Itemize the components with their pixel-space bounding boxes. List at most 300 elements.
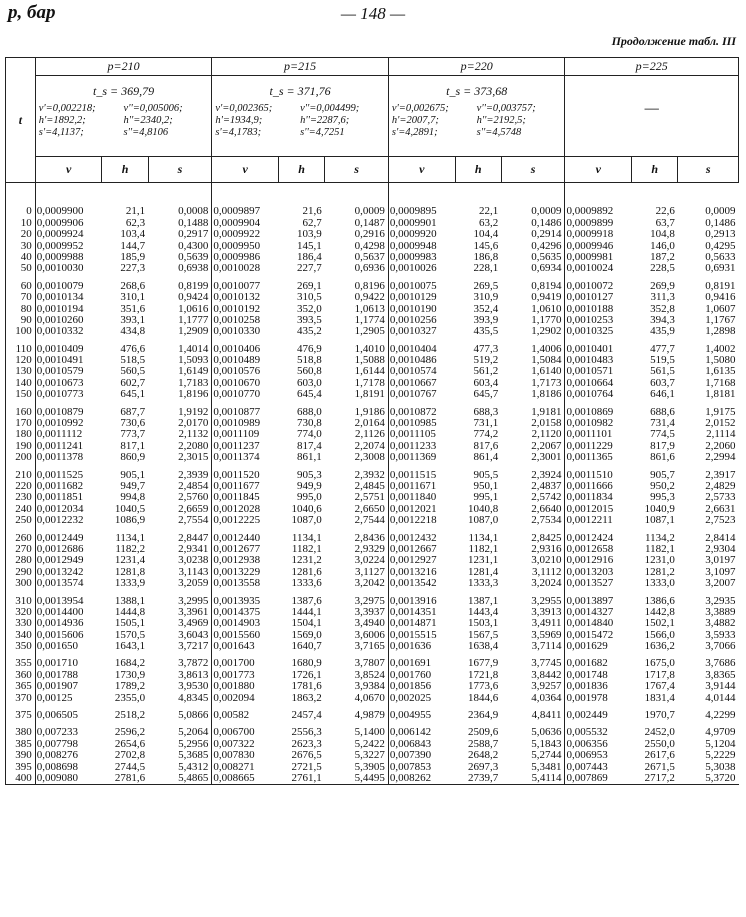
enthalpy-cell: 2355,0 [114,692,146,704]
enthalpy-cell: 817,1 [120,440,146,452]
table-row [6,452,739,463]
table-row [6,750,739,761]
specific-volume-cell: 0,0010134 [35,292,102,303]
specific-volume-cell: 0,0011515 [388,463,455,480]
col-label-v: v [35,157,102,183]
specific-volume-cell: 0,0012658 [565,544,632,555]
enthalpy-cell: 774,2 [473,429,499,441]
enthalpy-cell: 2702,8 [114,749,146,762]
specific-volume-cell: 0,0010483 [565,355,632,366]
table-row [6,366,739,377]
temperature-cell: 270 [6,544,36,555]
specific-volume-cell: 0,005532 [565,721,632,738]
entropy-cell: 2,6650 [354,503,385,515]
enthalpy-cell: 1844,6 [468,692,499,704]
entropy-cell: 1,0616 [178,303,209,315]
specific-volume-cell: 0,0009950 [212,240,279,251]
entropy-cell: 1,8186 [531,388,562,401]
enthalpy-cell: 2721,5 [291,761,322,773]
temperature-cell: 20 [6,229,36,240]
entropy-cell: 5,1400 [354,726,385,739]
entropy-cell: 1,1767 [705,314,736,326]
specific-volume-cell: 0,001643 [212,641,279,652]
sat-value: v'=0,002218; [38,103,96,114]
enthalpy-cell: 1566,0 [644,629,675,641]
enthalpy-cell: 1504,1 [291,617,322,630]
enthalpy-cell: 688,3 [473,405,499,418]
enthalpy-cell: 1134,2 [645,531,675,544]
specific-volume-cell: 0,001629 [565,641,632,652]
enthalpy-cell: 1333,9 [114,577,146,590]
entropy-cell: 3,9257 [531,680,562,693]
entropy-cell: 4,2299 [705,709,736,722]
enthalpy-cell: 1717,8 [644,669,675,681]
sat-value: h''=2287,6; [300,115,350,126]
table-row [6,315,739,326]
temperature-cell: 390 [6,750,36,761]
enthalpy-cell: 995,3 [650,491,675,504]
entropy-cell: 3,7807 [354,657,385,670]
enthalpy-cell: 994,8 [120,491,146,504]
specific-volume-cell: 0,0009924 [35,229,102,240]
entropy-cell: 2,6631 [705,503,736,515]
entropy-cell: 5,4114 [501,773,565,785]
entropy-cell: 4,8345 [178,692,209,704]
enthalpy-cell: 21,6 [302,206,322,218]
entropy-cell: 2,4854 [178,480,209,492]
specific-volume-cell: 0,0009922 [212,229,279,240]
saturation-block [212,76,389,157]
enthalpy-cell: 63,7 [655,217,675,229]
col-label-s: s [501,157,565,183]
sat-value: v'=0,002365; [215,103,273,114]
specific-volume-cell: 0,0010332 [35,326,102,337]
specific-volume-cell: 0,0010773 [35,389,102,400]
pressure-label: p=225 [565,58,739,76]
specific-volume-cell: 0,0012432 [388,526,455,543]
specific-volume-cell: 0,008271 [212,761,279,772]
saturation-block [35,76,212,157]
enthalpy-cell: 1182,1 [468,543,499,555]
enthalpy-cell: 1444,1 [291,606,322,618]
specific-volume-cell: 0,007443 [565,761,632,772]
entropy-cell: 3,6043 [178,629,209,641]
sat-value: h''=2192,5; [476,115,526,126]
specific-volume-cell: 0,0010670 [212,377,279,388]
saturation-temperature: t_s = 371,76 [269,84,331,98]
enthalpy-cell: 2623,3 [291,738,322,750]
enthalpy-cell: 1442,8 [644,606,675,618]
specific-volume-cell: 0,0011233 [388,440,455,451]
enthalpy-cell: 1680,9 [291,657,322,670]
entropy-cell: 2,7554 [178,514,209,527]
enthalpy-cell: 2654,6 [114,738,146,750]
entropy-cell: 0,9416 [705,291,736,304]
specific-volume-cell: 0,0009899 [565,217,632,228]
entropy-cell: 2,1120 [531,429,562,441]
temperature-cell: 370 [6,692,36,703]
specific-volume-cell: 0,007830 [212,750,279,761]
entropy-cell: 3,0238 [178,554,209,567]
saturation-block [388,76,565,157]
saturation-header-row [6,76,739,157]
temperature-cell: 355 [6,652,36,669]
specific-volume-cell: 0,0011840 [388,492,455,503]
enthalpy-cell: 519,5 [650,354,675,367]
specific-volume-cell: 0,0010489 [212,355,279,366]
specific-volume-cell: 0,0014936 [35,618,102,629]
specific-volume-cell: 0,0010989 [212,418,279,429]
sat-value: s'=4,2891; [391,127,438,138]
table-row [6,773,739,785]
entropy-cell: 0,6931 [705,262,736,275]
page-running-head: p, бар [8,2,56,23]
entropy-cell: 0,0009 [531,206,562,218]
temperature-cell: 220 [6,481,36,492]
specific-volume-cell: 0,0012218 [388,515,455,526]
enthalpy-cell: 1231,0 [644,554,675,567]
entropy-cell: 2,0152 [705,417,736,430]
specific-volume-cell: 0,009080 [35,773,102,785]
enthalpy-cell: 62,7 [302,217,322,229]
specific-volume-cell: 0,0013935 [212,589,279,606]
enthalpy-cell: 518,8 [296,354,322,367]
specific-volume-cell: 0,0010574 [388,366,455,377]
specific-volume-cell: 0,0010667 [388,377,455,388]
entropy-cell: 1,5084 [531,354,562,367]
specific-volume-cell: 0,007798 [35,738,102,749]
entropy-cell: 3,9530 [178,680,209,693]
entropy-cell: 1,6135 [705,366,736,378]
enthalpy-cell: 185,9 [120,251,146,263]
sat-value: h'=1892,2; [38,115,86,126]
entropy-cell: 3,3913 [531,606,562,618]
enthalpy-cell: 645,7 [473,388,499,401]
entropy-cell: 2,7534 [531,514,562,527]
enthalpy-cell: 1773,6 [468,680,499,693]
enthalpy-cell: 477,7 [650,342,675,355]
specific-volume-cell: 0,001773 [212,669,279,680]
entropy-cell: 2,1114 [706,429,736,441]
enthalpy-cell: 1087,1 [644,514,675,527]
entropy-cell: 3,2955 [531,594,562,607]
temperature-cell: 10 [6,217,36,228]
entropy-cell: 5,2744 [531,749,562,762]
pressure-header-row [6,58,739,76]
entropy-cell: 3,3889 [705,606,736,618]
enthalpy-cell: 1505,1 [114,617,146,630]
enthalpy-cell: 730,8 [296,417,322,430]
enthalpy-cell: 22,1 [479,206,499,218]
entropy-cell: 1,6144 [354,366,385,378]
entropy-cell: 0,8194 [531,279,562,292]
specific-volume-cell: 0,0010409 [35,337,102,354]
specific-volume-cell: 0,007322 [212,738,279,749]
temperature-cell: 365 [6,681,36,692]
enthalpy-cell: 602,7 [120,377,146,389]
enthalpy-cell: 730,6 [120,417,146,430]
enthalpy-cell: 2648,2 [468,749,499,762]
temperature-cell: 330 [6,618,36,629]
specific-volume-cell: 0,00582 [212,704,279,721]
entropy-cell: 1,7178 [354,377,385,389]
specific-volume-cell: 0,0009900 [35,206,102,217]
enthalpy-cell: 228,1 [473,262,499,275]
temperature-cell: 400 [6,773,36,785]
entropy-cell: 3,7114 [531,640,562,653]
specific-volume-cell: 0,006142 [388,721,455,738]
enthalpy-cell: 144,7 [120,240,146,252]
table-row [6,263,739,274]
enthalpy-cell: 774,5 [650,429,675,441]
entropy-cell: 3,3961 [178,606,209,618]
temperature-cell: 80 [6,303,36,314]
specific-volume-cell: 0,004955 [388,704,455,721]
specific-volume-cell: 0,0010325 [565,326,632,337]
table-row [6,229,739,240]
enthalpy-cell: 995,0 [296,491,322,504]
sat-value: s'=4,1137; [38,127,84,138]
specific-volume-cell: 0,0010030 [35,263,102,274]
entropy-cell: 3,1097 [705,566,736,578]
specific-volume-cell: 0,0009981 [565,252,632,263]
enthalpy-cell: 1333,0 [644,577,675,590]
entropy-cell: 1,7183 [178,377,209,389]
entropy-cell: 0,6938 [178,262,209,275]
enthalpy-cell: 773,7 [120,429,146,441]
specific-volume-cell: 0,0013558 [212,578,279,589]
enthalpy-cell: 603,7 [650,377,675,389]
specific-volume-cell: 0,0014327 [565,607,632,618]
enthalpy-cell: 269,9 [650,279,675,292]
entropy-cell: 0,5635 [531,251,562,263]
enthalpy-cell: 435,2 [296,325,322,338]
temperature-cell: 250 [6,515,36,526]
saturation-temperature: t_s = 369,79 [92,84,155,98]
specific-volume-cell: 0,007853 [388,761,455,772]
enthalpy-cell: 1636,2 [644,640,675,653]
entropy-cell: 3,7165 [354,640,385,653]
column-label-row [6,157,739,183]
sat-value: v''=0,004499; [300,103,360,114]
entropy-cell: 3,5933 [705,629,736,641]
specific-volume-cell: 0,0012232 [35,515,102,526]
enthalpy-cell: 2761,1 [279,773,325,785]
specific-volume-cell: 0,0013216 [388,566,455,577]
specific-volume-cell: 0,0011666 [565,481,632,492]
specific-volume-cell: 0,0011365 [565,452,632,463]
entropy-cell: 2,0164 [354,417,385,430]
specific-volume-cell: 0,0011851 [35,492,102,503]
specific-volume-cell: 0,0014871 [388,618,455,629]
entropy-cell: 1,4014 [178,342,209,355]
entropy-cell: 2,9341 [178,543,209,555]
enthalpy-cell: 2457,4 [291,709,322,722]
specific-volume-cell: 0,0012424 [565,526,632,543]
col-label-s: s [678,157,739,183]
enthalpy-cell: 1863,2 [291,692,322,704]
enthalpy-cell: 731,1 [473,417,499,430]
enthalpy-cell: 861,6 [650,451,675,464]
entropy-cell: 1,0610 [531,303,562,315]
enthalpy-cell: 477,3 [473,342,499,355]
enthalpy-cell: 817,6 [473,440,499,452]
enthalpy-cell: 2556,3 [291,726,322,739]
table-row [6,652,739,669]
specific-volume-cell: 0,0010075 [388,274,455,291]
specific-volume-cell: 0,002449 [565,704,632,721]
col-label-h: h [279,157,325,183]
table-row [6,440,739,451]
specific-volume-cell: 0,006843 [388,738,455,749]
entropy-cell: 2,3015 [178,451,209,464]
temperature-cell: 200 [6,452,36,463]
enthalpy-cell: 2452,0 [644,726,675,739]
entropy-cell: 2,2074 [354,440,385,452]
pressure-label: p=215 [212,58,389,76]
entropy-cell: 2,5751 [354,491,385,504]
enthalpy-cell: 688,6 [650,405,675,418]
entropy-cell: 3,4969 [178,617,209,630]
temperature-cell: 380 [6,721,36,738]
enthalpy-cell: 227,7 [296,262,322,275]
enthalpy-cell: 519,2 [473,354,499,367]
entropy-cell: 5,3481 [531,761,562,773]
entropy-cell: 3,7745 [531,657,562,670]
enthalpy-cell: 1386,6 [644,594,675,607]
table-row [6,303,739,314]
enthalpy-cell: 2781,6 [102,773,148,785]
specific-volume-cell: 0,007390 [388,750,455,761]
entropy-cell: 1,9175 [705,405,736,418]
specific-volume-cell: 0,0010571 [565,366,632,377]
table-row [6,274,739,291]
specific-volume-cell: 0,0009948 [388,240,455,251]
entropy-cell: 1,9192 [178,405,209,418]
specific-volume-cell: 0,0012916 [565,555,632,566]
entropy-cell: 3,2024 [531,577,562,590]
enthalpy-cell: 561,5 [650,366,675,378]
specific-volume-cell: 0,0010079 [35,274,102,291]
specific-volume-cell: 0,0011369 [388,452,455,463]
enthalpy-cell: 2671,5 [644,761,675,773]
specific-volume-cell: 0,006953 [565,750,632,761]
entropy-cell: 3,8365 [705,669,736,681]
entropy-cell: 0,1486 [531,217,562,229]
temperature-cell: 130 [6,366,36,377]
enthalpy-cell: 1726,1 [291,669,322,681]
entropy-cell: 2,3008 [354,451,385,464]
table-row [6,355,739,366]
enthalpy-cell: 949,7 [120,480,146,492]
enthalpy-cell: 1182,2 [115,543,146,555]
enthalpy-cell: 310,1 [120,291,146,304]
temperature-cell: 320 [6,607,36,618]
specific-volume-cell: 0,0012034 [35,503,102,514]
specific-volume-cell: 0,0013542 [388,578,455,589]
entropy-cell: 4,0670 [354,692,385,704]
table-row [6,337,739,354]
temperature-cell: 120 [6,355,36,366]
specific-volume-cell: 0,0010985 [388,418,455,429]
specific-volume-cell: 0,0012949 [35,555,102,566]
entropy-cell: 3,7217 [178,640,209,653]
table-row [6,544,739,555]
entropy-cell: 0,5633 [705,251,736,263]
enthalpy-cell: 1831,4 [644,692,675,704]
entropy-cell: 2,3917 [705,468,736,481]
entropy-cell: 3,1127 [355,566,385,578]
specific-volume-cell: 0,0010877 [212,400,279,417]
entropy-cell: 5,3038 [705,761,736,773]
specific-volume-cell: 0,002094 [212,692,279,703]
table-row [6,629,739,640]
entropy-cell: 4,0144 [705,692,736,704]
entropy-cell: 1,1777 [178,314,209,326]
enthalpy-cell: 311,3 [650,291,675,304]
entropy-cell: 5,1204 [705,738,736,750]
specific-volume-cell: 0,0010982 [565,418,632,429]
temperature-cell: 110 [6,337,36,354]
specific-volume-cell: 0,0011101 [565,429,632,440]
entropy-cell: 1,0613 [354,303,385,315]
enthalpy-cell: 1721,8 [468,669,499,681]
table-row [6,721,739,738]
entropy-cell: 0,4298 [354,240,385,252]
enthalpy-cell: 1640,7 [291,640,322,653]
specific-volume-cell: 0,0013954 [35,589,102,606]
temperature-cell: 50 [6,263,36,274]
enthalpy-cell: 186,8 [473,251,499,263]
entropy-cell: 3,0224 [354,554,385,567]
specific-volume-cell: 0,0010579 [35,366,102,377]
entropy-cell: 2,0170 [178,417,209,430]
specific-volume-cell: 0,0013916 [388,589,455,606]
enthalpy-cell: 1231,1 [468,554,499,567]
enthalpy-cell: 861,1 [296,451,322,464]
enthalpy-cell: 1231,2 [291,554,322,567]
specific-volume-cell: 0,0014840 [565,618,632,629]
sat-value: h'=1934,9; [215,115,263,126]
specific-volume-cell: 0,0009952 [35,240,102,251]
specific-volume-cell: 0,0010072 [565,274,632,291]
entropy-cell: 3,7686 [705,657,736,670]
specific-volume-cell: 0,001880 [212,681,279,692]
temperature-cell: 300 [6,578,36,589]
temperature-cell: 60 [6,274,36,291]
specific-volume-cell: 0,001788 [35,669,102,680]
enthalpy-cell: 352,8 [650,303,675,315]
specific-volume-cell: 0,0011112 [35,429,102,440]
entropy-cell: 0,6934 [531,262,562,275]
specific-volume-cell: 0,0010190 [388,303,455,314]
entropy-cell: 1,6149 [178,366,209,378]
table-row [6,589,739,606]
enthalpy-cell: 63,2 [479,217,499,229]
temperature-cell: 70 [6,292,36,303]
entropy-cell: 2,8436 [354,531,385,544]
specific-volume-cell: 0,0010764 [565,389,632,400]
entropy-cell: 2,9329 [354,543,385,555]
enthalpy-cell: 2717,2 [632,773,678,785]
specific-volume-cell: 0,0012677 [212,544,279,555]
enthalpy-cell: 905,7 [650,468,675,481]
enthalpy-cell: 687,7 [120,405,146,418]
enthalpy-cell: 1040,5 [114,503,146,515]
enthalpy-cell: 1567,5 [468,629,499,641]
specific-volume-cell: 0,0015560 [212,629,279,640]
specific-volume-cell: 0,0010026 [388,263,455,274]
